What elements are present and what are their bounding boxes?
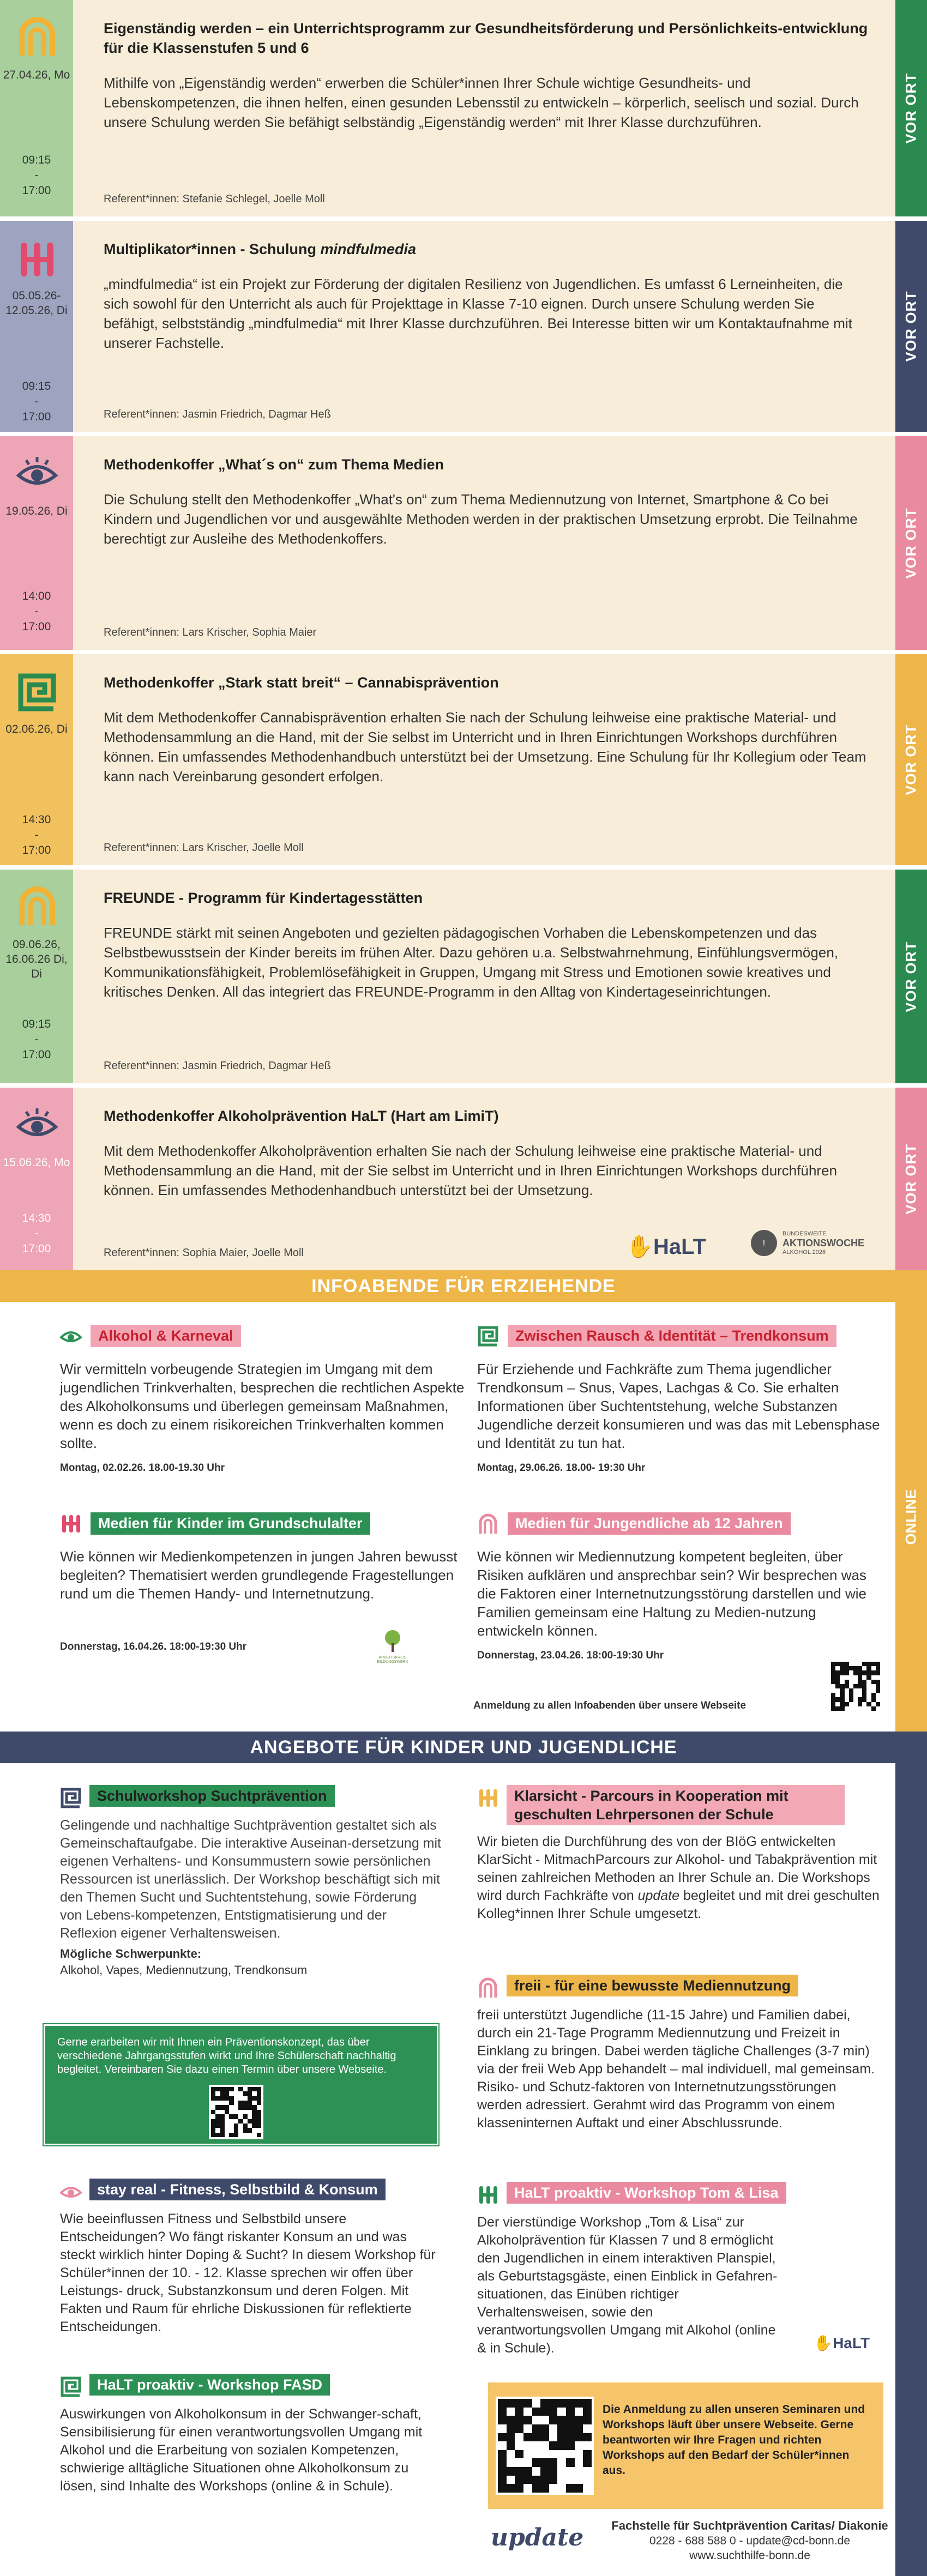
offer-label: Klarsicht - Parcours in Kooperation mit geschulten Lehrpersonen der Schule <box>507 1785 845 1825</box>
format-band: VOR ORT <box>895 870 927 1083</box>
course-referents: Referent*innen: Jasmin Friedrich, Dagmar Heß <box>104 1060 331 1072</box>
seal-icon <box>750 1229 778 1257</box>
course-description: FREUNDE stärkt mit seinen Angeboten und gezielten pädagogischen Vorhaben die Lebenskompetenzen und das Selbstbewusstsein der Kinder bereits im frühen Alter. Dazu gehören u.a. Selbstwahrnehmung, Einfühlungsvermögen, Kommunikationsfähigkeit, Problemlösefähigkeit in Gruppen, Umgang mit Stress und Emotionen sowie kreatives und kritisches Denken. All das integriert das FREUNDE-Programm in den Alltag von Kindertageseinrichtungen. <box>104 925 838 1000</box>
halt-logo: ✋HaLT <box>814 2334 870 2351</box>
infoabende-section <box>0 1302 927 1732</box>
course-time: 09:15 - 17:00 <box>22 380 51 423</box>
offer-label: HaLT proaktiv - Workshop FASD <box>89 2374 330 2396</box>
course-date: 02.06.26, Di <box>5 723 68 735</box>
tree-icon <box>381 1629 405 1653</box>
course-title: Methodenkoffer „Stark statt breit“ – Cannabisprävention <box>104 674 499 691</box>
format-band <box>895 1763 927 2576</box>
event-card <box>477 1325 881 1474</box>
event-text: Für Erziehende und Fachkräfte zum Thema jugendlicher Trendkonsum – Snus, Vapes, Lachgas & Co. Sie erhalten Informationen über Suchtentstehung, welche Substanzen Jugendliche derzeit konsumieren und was das mit Lebensphase und Identität zu tun hat. <box>477 1360 880 1451</box>
bildungswerk-logo: ARBEITSKREIS BILDUNGSWERK <box>376 1629 409 1664</box>
course-title: Methodenkoffer „What´s on“ zum Thema Medien <box>104 456 444 473</box>
event-text: Wie können wir Medienkompetenzen in jungen Jahren bewusst begleiten? Thematisiert werden grundlegende Fragestellungen rund um die Themen Handy- und Internetnutzung. <box>60 1548 458 1602</box>
offer-label: stay real - Fitness, Selbstbild & Konsum <box>89 2179 386 2200</box>
event-label: Medien für Jungendliche ab 12 Jahren <box>508 1512 791 1535</box>
course-sidebar <box>0 436 73 650</box>
course-description: Mit dem Methodenkoffer Alkoholprävention erhalten Sie nach der Schulung leihweise eine praktische Material- und Methodensammlung an die Hand, mit der Sie selbst im Unterricht und in Ihren Einrichtungen Workshops durchführen können. Ein umfassendes Methodenhandbuch unterstützt bei der Umsetzung. <box>104 1143 837 1198</box>
focus-title: Mögliche Schwerpunkte: <box>60 1947 202 1960</box>
offer-text: Wie beeinflussen Fitness und Selbstbild unsere Entscheidungen? Wo fängt riskanter Konsum an und was steckt wirklich hinter Doping & Sucht? In diesem Workshop für Schüler*innen der 10. - 12. Klasse sprechen wir offen über Leistungs- druck, Substanzkonsum und deren Folgen. Mit Fakten und Raum für ehrliche Diskussionen für reflektierte Entscheidungen. <box>60 2211 436 2334</box>
event-text: Wie können wir Mediennutzung kompetent begleiten, über Risiken aufklären und ansprechbar sein? Wir besprechen was die Faktoren einer Internetnutzungsstörung darstellen und wie Familien gemeinsam eine Haltung zu Medien-nutzung entwickeln können. <box>477 1548 866 1639</box>
course-sidebar <box>0 221 73 432</box>
offer-label: Schulworkshop Suchtprävention <box>89 1785 335 1807</box>
eye-icon <box>60 2181 82 2203</box>
format-band: VOR ORT <box>895 654 927 865</box>
course-time: 09:15 - 17:00 <box>22 154 51 197</box>
aktionswoche-logo: ! BUNDESWEITE AKTIONSWOCHE ALKOHOL 2026 <box>750 1229 864 1257</box>
spiral-icon <box>60 2376 82 2398</box>
halt-logo: ✋HaLT <box>626 1235 706 1259</box>
event-date: Montag, 29.06.26. 18.00- 19:30 Uhr <box>477 1462 646 1474</box>
offer-text: Auswirkungen von Alkoholkonsum in der Schwanger-schaft, Sensibilisierung für einen verantwortungsvollen Umgang mit Alkohol und die Erarbeitung von sozialen Kompetenzen, schwierige alltägliche Situationen ohne Alkoholkonsum zu lösen, sind Inhalte des Workshops (online & in Schule). <box>60 2406 423 2494</box>
course-description: Mit dem Methodenkoffer Cannabisprävention erhalten Sie nach der Schulung leihweise eine praktische Material- und Methodensammlung an die Hand, mit der Sie selbst im Unterricht und in Ihren Einrichtungen Workshops durchführen können. Ein umfassendes Methodenhandbuch unterstützt bei der Umsetzung. Eine Schulung für Ihr Kollegium oder Team kann nach Vereinbarung gesondert erfolgen. <box>104 709 866 785</box>
qr-code[interactable] <box>829 1660 882 1713</box>
concept-box <box>44 2024 438 2145</box>
event-label: Alkohol & Karneval <box>91 1325 241 1347</box>
offer-text: freii unterstützt Jugendliche (11-15 Jahre) und Familien dabei, durch ein 21-Tage Programm Mediennutzung und Freizeit in Einklang zu bringen. Dabei werden tägliche Challenges (3-7 min) via der freii Web App behandelt – mal individuell, mal gemeinsam. Risiko- und Schutz-faktoren von Internetnutzungsstörungen werden adressiert. Gerahmt wird das Programm von einem klasseninternen Auftakt und einer Abschlussrunde. <box>477 2007 875 2131</box>
angebote-header: ANGEBOTE FÜR KINDER UND JUGENDLICHE <box>0 1732 927 1763</box>
update-logo: update <box>491 2524 584 2551</box>
course-card <box>0 870 927 1083</box>
course-time: 14:30 - 17:00 <box>22 813 51 856</box>
registration-box <box>488 2382 883 2509</box>
course-referents: Referent*innen: Stefanie Schlegel, Joelle Moll <box>104 193 325 205</box>
course-card <box>0 1088 927 1270</box>
course-card <box>0 0 927 216</box>
course-card <box>0 221 927 432</box>
offer-card <box>60 2374 442 2495</box>
course-date: 15.06.26, Mo <box>3 1156 70 1169</box>
course-time: 09:15 - 17:00 <box>22 1018 51 1061</box>
course-time: 14:00 - 17:00 <box>22 590 51 633</box>
website-link[interactable]: www.suchthilfe-bonn.de <box>689 2549 810 2562</box>
spiral-icon <box>15 671 59 714</box>
people-icon <box>15 237 59 281</box>
organization-footer: Fachstelle für Suchtprävention Caritas/ Diakonie 0228 - 688 588 0 - update@cd-bonn.de www.suchthilfe-bonn.de <box>605 2518 894 2563</box>
qr-code[interactable] <box>496 2397 594 2495</box>
event-card <box>60 1512 480 1653</box>
format-band: VOR ORT <box>895 0 927 216</box>
offer-label: freii - für eine bewusste Mediennutzung <box>507 1975 798 1996</box>
registration-text: Die Anmeldung zu allen unseren Seminaren und Workshops läuft über unsere Webseite. Gerne beantworten wir Ihre Fragen und richten Workshops auf den Bedarf der Schüler*innen aus. <box>603 2403 865 2477</box>
eye-icon <box>15 1104 59 1148</box>
registration-note[interactable]: Anmeldung zu allen Infoabenden über unsere Webseite <box>473 1700 747 1711</box>
infoabende-header: INFOABENDE FÜR ERZIEHENDE <box>0 1270 927 1302</box>
event-date: Donnerstag, 23.04.26. 18:00-19:30 Uhr <box>477 1649 664 1661</box>
course-referents: Referent*innen: Jasmin Friedrich, Dagmar Heß <box>104 408 331 420</box>
spiral-icon <box>60 1787 82 1809</box>
course-referents: Referent*innen: Lars Krischer, Joelle Moll <box>104 842 304 854</box>
offer-card <box>477 1975 881 2132</box>
offer-card <box>477 1785 881 1923</box>
course-description: Die Schulung stellt den Methodenkoffer „What's on“ zum Thema Mediennutzung von Internet, Smartphone & Co bei Kindern und Jugendlichen vor und ausgewählte Methoden werden in der praktischen Umsetzung erprobt. Die Teilnahme berechtigt zur Ausleihe des Methodenkoffers. <box>104 491 858 547</box>
course-card <box>0 654 927 865</box>
people-icon <box>60 1513 82 1535</box>
course-description: Mithilfe von „Eigenständig werden“ erwerben die Schüler*innen Ihrer Schule wichtige Gesundheits- und Lebenskompetenzen, die ihnen helfen, einen gesunden Lebensstil zu entwickeln – körperlich, seelisch und sozial. Durch unsere Schulung werden Sie befähigt selbständig „Eigenständig werden“ mit Ihrer Klasse durchzuführen. <box>104 75 859 130</box>
offer-label: HaLT proaktiv - Workshop Tom & Lisa <box>507 2182 786 2204</box>
arch-icon <box>15 16 59 60</box>
offer-text: Der vierstündige Workshop „Tom & Lisa“ zur Alkoholprävention für Klassen 7 und 8 ermöglicht den Jugendlichen in einem interaktiven Planspiel, als Geburtstagsgäste, einen Einblick in Gefahren-situationen, das Einüben richtiger Verhaltensweisen, sowie den verantwortungsvollen Umgang mit Alkohol (online & in Schule). <box>477 2215 778 2356</box>
format-band: ONLINE <box>895 1302 927 1732</box>
event-card <box>477 1512 881 1662</box>
focus-list: Alkohol, Vapes, Mediennutzung, Trendkonsum <box>60 1963 308 1977</box>
offer-card <box>60 2179 442 2336</box>
arch-icon <box>15 886 59 930</box>
arch-icon <box>477 1513 499 1535</box>
course-sidebar <box>0 1088 73 1270</box>
arch-icon <box>477 1977 499 1999</box>
course-sidebar <box>0 654 73 865</box>
offer-card <box>60 1785 442 1978</box>
course-card <box>0 436 927 650</box>
event-card <box>60 1325 480 1474</box>
people-icon <box>477 2184 499 2206</box>
event-label: Zwischen Rausch & Identität – Trendkonsum <box>508 1325 836 1347</box>
course-description: „mindfulmedia“ ist ein Projekt zur Förderung der digitalen Resilienz von Jugendlichen. Es umfasst 6 Lerneinheiten, die sich sowohl für den Unterricht als auch für Projekttage in Klasse 7-10 eignen. Durch unsere Schulung werden Sie befähigt, selbstständig „mindfulmedia“ mit Ihrer Klasse durchzuführen. Bei Interesse bitten wir um Kontaktaufnahme mit unserer Fachstelle. <box>104 276 852 351</box>
course-sidebar <box>0 870 73 1083</box>
svg-text:!: ! <box>762 1239 766 1248</box>
qr-code[interactable] <box>209 2085 263 2139</box>
course-date: 09.06.26, 16.06.26 Di, Di <box>5 938 68 980</box>
event-text: Wir vermitteln vorbeugende Strategien im Umgang mit dem jugendlichen Trinkverhalten, besprechen die rechtlichen Aspekte des Alkoholkonsums und überlegen gemeinsam Maßnahmen, wenn es doch zu einem risikoreichen Trinkverhalten kommen sollte. <box>60 1360 465 1451</box>
course-title: Multiplikator*innen - Schulung mindfulmedia <box>104 241 417 257</box>
concept-text: Gerne erarbeiten wir mit Ihnen ein Präventionskonzept, das über verschiedene Jahrgangsstufen wirkt und Ihre Schülerschaft nachhaltig begleitet. Vereinbaren Sie dazu einen Termin über unsere Webseite. <box>57 2036 396 2076</box>
people-icon <box>477 1787 499 1809</box>
course-title: FREUNDE - Programm für Kindertagesstätten <box>104 890 423 906</box>
course-sidebar <box>0 0 73 216</box>
event-date: Donnerstag, 16.04.26. 18:00-19:30 Uhr <box>60 1640 247 1652</box>
format-band: VOR ORT <box>895 221 927 432</box>
offer-text: Gelingende und nachhaltige Suchtprävention gestaltet sich als Gemeinschaftaufgabe. Die interaktive Auseinan-dersetzung mit eigenen Verhaltens- und Konsummustern sowie persönlichen Ressourcen ist unerlässlich. Der Workshop beschäftigt sich mit den Themen Sucht und Suchtentstehung, sowie Förderung von Lebens-kompetenzen, Entstigmatisierung und der Reflexion eigener Verhaltensweisen. <box>60 1818 441 1941</box>
eye-icon <box>60 1325 82 1347</box>
offer-text: Wir bieten die Durchführung des von der BIöG entwickelten KlarSicht - MitmachParcours zur Alkohol- und Tabakprävention mit seinen zahlreichen Methoden an Ihrer Schule an. Die Workshops wird durch Fachkräfte von update begleitet und mit drei geschulten Kolleg*innen Ihrer Schule umgesetzt. <box>477 1834 880 1921</box>
event-date: Montag, 02.02.26. 18.00-19.30 Uhr <box>60 1462 225 1474</box>
course-date: 27.04.26, Mo <box>3 69 70 81</box>
course-time: 14:30 - 17:00 <box>22 1212 51 1255</box>
spiral-icon <box>477 1325 499 1347</box>
contact-info[interactable]: 0228 - 688 588 0 - update@cd-bonn.de <box>649 2535 851 2547</box>
course-date: 19.05.26, Di <box>5 505 68 517</box>
angebote-section <box>0 1763 927 2576</box>
offer-card <box>477 2182 881 2357</box>
event-label: Medien für Kinder im Grundschulalter <box>91 1512 370 1535</box>
course-referents: Referent*innen: Sophia Maier, Joelle Moll <box>104 1247 304 1259</box>
format-band: VOR ORT <box>895 436 927 650</box>
eye-icon <box>15 453 59 496</box>
course-title: Methodenkoffer Alkoholprävention HaLT (Hart am LimiT) <box>104 1108 499 1124</box>
course-referents: Referent*innen: Lars Krischer, Sophia Maier <box>104 626 317 638</box>
course-title: Eigenständig werden – ein Unterrichtsprogramm zur Gesundheitsförderung und Persönlichkeits-entwicklung für die Klassenstufen 5 und 6 <box>104 20 868 56</box>
format-band: VOR ORT <box>895 1088 927 1270</box>
course-date: 05.05.26-12.05.26, Di <box>5 289 68 317</box>
